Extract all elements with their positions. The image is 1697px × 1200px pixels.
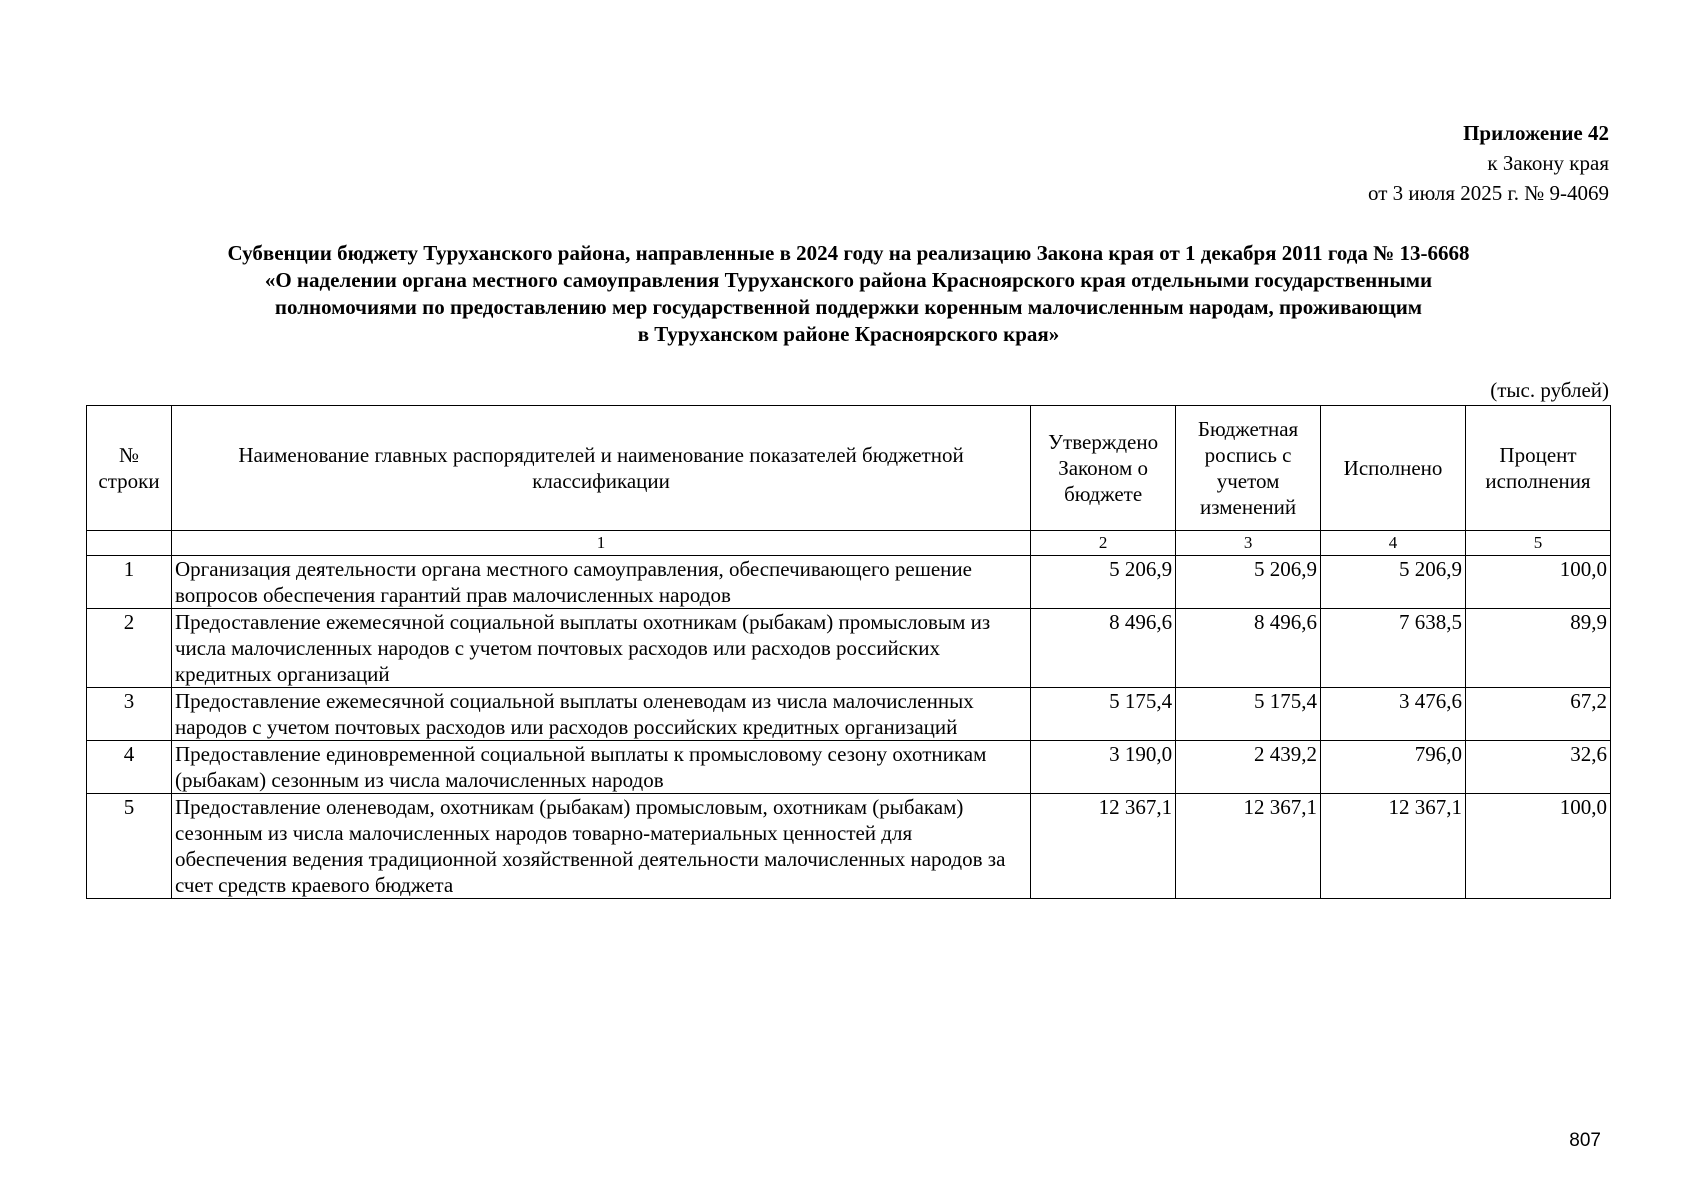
row-approved: 8 496,6 [1031,609,1176,688]
page-number: 807 [1569,1130,1601,1151]
row-name: Организация деятельности органа местного самоуправления, обеспечивающего решение вопросов обеспечения гарантий прав малочисленных народов [171,556,1030,609]
header-percent: Процент исполнения [1466,406,1611,531]
appendix-title: Приложение 42 [1463,121,1609,145]
row-executed: 12 367,1 [1321,794,1466,899]
title-line-4: в Туруханском районе Красноярского края» [637,322,1060,346]
column-number: 5 [1466,531,1611,556]
row-percent: 100,0 [1466,794,1611,899]
title-line-1: Субвенции бюджету Туруханского района, направленные в 2024 году на реализацию Закона края от 1 декабря 2011 года № 13-6668 [227,241,1470,265]
column-number: 3 [1176,531,1321,556]
document-title [86,240,1611,348]
row-percent: 32,6 [1466,741,1611,794]
row-name: Предоставление оленеводам, охотникам (рыбакам) промысловым, охотникам (рыбакам) сезонным из числа малочисленных народов товарно-материальных ценностей для обеспечения ведения традиционной хозяйственной деятельности малочисленных народов за счет средств краевого бюджета [171,794,1030,899]
column-number: 2 [1031,531,1176,556]
row-number: 1 [87,556,172,609]
appendix-block [1368,118,1609,208]
column-number: 4 [1321,531,1466,556]
column-number-row [87,531,1611,556]
row-executed: 5 206,9 [1321,556,1466,609]
row-approved: 3 190,0 [1031,741,1176,794]
appendix-law-ref: к Закону края [1487,151,1609,175]
row-name: Предоставление ежемесячной социальной выплаты охотникам (рыбакам) промысловым из числа малочисленных народов с учетом почтовых расходов или расходов российских кредитных организаций [171,609,1030,688]
row-number: 3 [87,688,172,741]
row-executed: 3 476,6 [1321,688,1466,741]
table-row [87,688,1611,741]
title-line-2: «О наделении органа местного самоуправления Туруханского района Красноярского края отдельными государственными [264,268,1433,292]
row-name: Предоставление ежемесячной социальной выплаты оленеводам из числа малочисленных народов с учетом почтовых расходов или расходов российских кредитных организаций [171,688,1030,741]
row-budget-list: 12 367,1 [1176,794,1321,899]
row-number: 2 [87,609,172,688]
row-budget-list: 5 175,4 [1176,688,1321,741]
row-approved: 5 206,9 [1031,556,1176,609]
row-budget-list: 8 496,6 [1176,609,1321,688]
header-executed: Исполнено [1321,406,1466,531]
appendix-law-date: от 3 июля 2025 г. № 9-4069 [1368,181,1609,205]
table-row [87,556,1611,609]
header-name: Наименование главных распорядителей и наименование показателей бюджетной классификации [171,406,1030,531]
row-approved: 5 175,4 [1031,688,1176,741]
row-percent: 89,9 [1466,609,1611,688]
row-budget-list: 2 439,2 [1176,741,1321,794]
row-approved: 12 367,1 [1031,794,1176,899]
table-header-row [87,406,1611,531]
budget-table [86,405,1611,899]
row-executed: 796,0 [1321,741,1466,794]
header-budget-list: Бюджетная роспись с учетом изменений [1176,406,1321,531]
row-executed: 7 638,5 [1321,609,1466,688]
row-percent: 100,0 [1466,556,1611,609]
row-percent: 67,2 [1466,688,1611,741]
title-line-3: полномочиями по предоставлению мер государственной поддержки коренным малочисленным народам, проживающим [274,295,1423,319]
table-row [87,609,1611,688]
table-row [87,741,1611,794]
table-row [87,794,1611,899]
row-number: 4 [87,741,172,794]
header-row-number: № строки [87,406,172,531]
units-label: (тыс. рублей) [1490,378,1609,402]
column-number: 1 [171,531,1030,556]
row-number: 5 [87,794,172,899]
row-budget-list: 5 206,9 [1176,556,1321,609]
header-approved: Утверждено Законом о бюджете [1031,406,1176,531]
row-name: Предоставление единовременной социальной выплаты к промысловому сезону охотникам (рыбакам) сезонным из числа малочисленных народов [171,741,1030,794]
column-number [87,531,172,556]
